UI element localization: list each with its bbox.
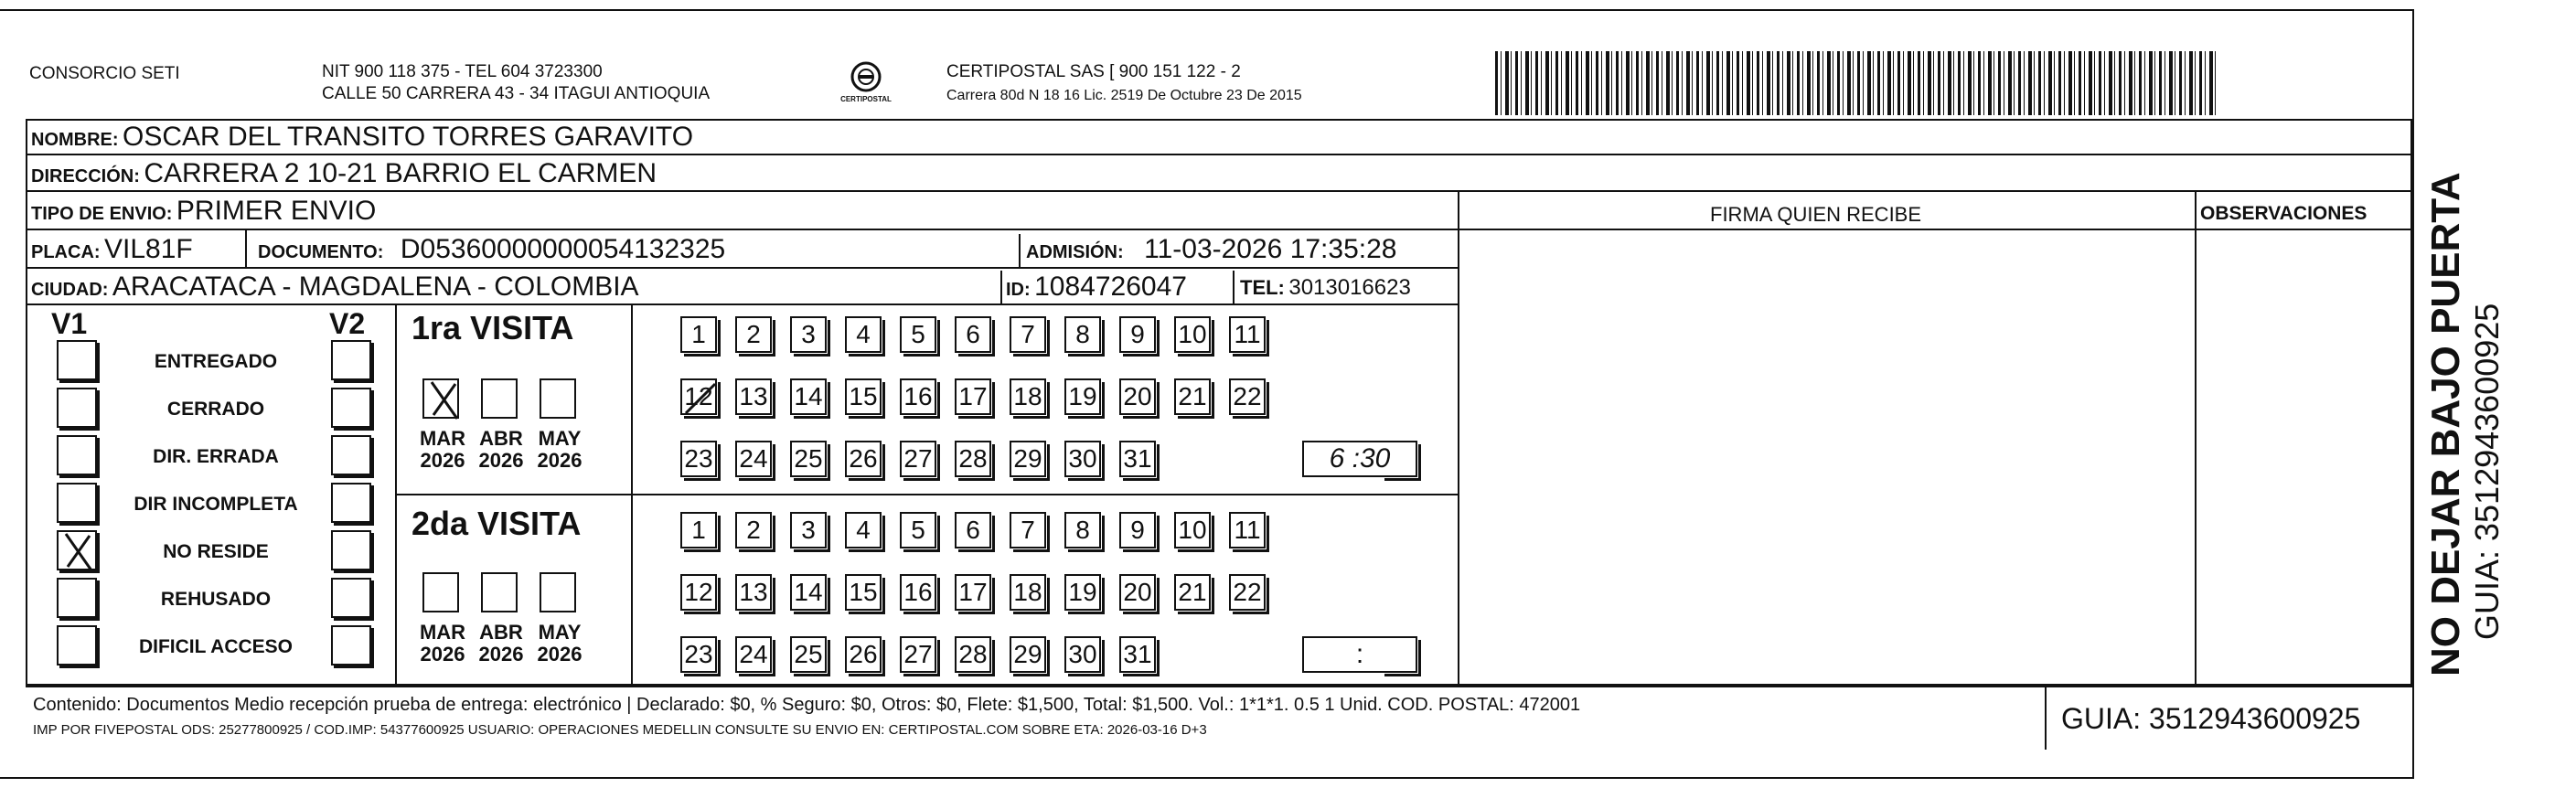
v1-checkbox[interactable] — [57, 435, 97, 475]
day-box[interactable] — [1119, 636, 1156, 673]
day-box[interactable] — [790, 316, 827, 353]
month-checkbox[interactable] — [422, 378, 459, 419]
day-box[interactable] — [790, 378, 827, 415]
day-number: 28 — [958, 444, 988, 473]
visit-divider — [631, 305, 633, 686]
day-number: 14 — [794, 382, 823, 410]
tipo-label: TIPO DE ENVIO: — [31, 204, 173, 224]
v2-checkbox[interactable] — [331, 435, 371, 475]
day-box[interactable] — [1174, 316, 1211, 353]
day-number: 1 — [691, 516, 706, 544]
day-box[interactable] — [845, 512, 882, 548]
day-number: 19 — [1068, 382, 1097, 410]
nombre-field — [31, 122, 693, 153]
day-number: 19 — [1068, 578, 1097, 606]
day-number: 27 — [903, 444, 933, 473]
day-box[interactable] — [900, 378, 936, 415]
documento-value: D05360000000054132325 — [400, 234, 726, 264]
direccion-label: DIRECCIÓN: — [31, 166, 140, 186]
v2-checkbox[interactable] — [331, 483, 371, 523]
status-option-label: CERRADO — [166, 399, 265, 420]
right-edge — [2412, 9, 2414, 779]
day-number: 21 — [1178, 382, 1207, 410]
year-label: 2026 — [537, 643, 583, 666]
day-number: 11 — [1234, 320, 1261, 348]
footer-row — [26, 686, 2412, 687]
day-number: 14 — [794, 578, 823, 606]
status-option-label: DIR INCOMPLETA — [134, 494, 298, 515]
day-box[interactable] — [955, 378, 991, 415]
day-box[interactable] — [955, 441, 991, 477]
status-divider — [395, 305, 397, 686]
certipostal-logo — [834, 57, 898, 112]
observations-divider — [2195, 192, 2197, 686]
day-box[interactable] — [1119, 441, 1156, 477]
first-visit-title: 1ra VISITA — [412, 309, 574, 346]
month-label: ABR — [479, 427, 523, 450]
day-number: 10 — [1178, 320, 1207, 348]
v2-checkbox[interactable] — [331, 388, 371, 428]
day-box[interactable] — [1229, 574, 1266, 611]
day-box[interactable] — [845, 574, 882, 611]
month-checkbox[interactable] — [540, 378, 576, 419]
day-number: 22 — [1233, 382, 1262, 410]
day-number: 30 — [1068, 444, 1097, 473]
year-label: 2026 — [478, 643, 524, 666]
id-field — [1006, 272, 1187, 303]
month-checkbox[interactable] — [481, 378, 518, 419]
day-box[interactable] — [790, 512, 827, 548]
day-box[interactable] — [1064, 636, 1101, 673]
nombre-value: OSCAR DEL TRANSITO TORRES GARAVITO — [123, 122, 694, 152]
day-number: 10 — [1178, 516, 1207, 544]
day-number: 20 — [1123, 382, 1152, 410]
admision-field — [1026, 234, 1396, 265]
v1-checkbox[interactable] — [57, 388, 97, 428]
day-number: 17 — [958, 578, 988, 606]
day-number: 18 — [1013, 382, 1042, 410]
day-box[interactable] — [1064, 574, 1101, 611]
nit-line: NIT 900 118 375 - TEL 604 3723300 — [322, 62, 603, 81]
v2-label: V2 — [329, 307, 366, 340]
day-number: 7 — [1021, 320, 1035, 348]
day-number: 22 — [1233, 578, 1262, 606]
day-box[interactable] — [1119, 512, 1156, 548]
admision-label: ADMISIÓN: — [1026, 242, 1124, 262]
day-number: 13 — [739, 578, 768, 606]
imp-text: IMP POR FIVEPOSTAL ODS: 25277800925 / COD.IMP: 54377600925 USUARIO: OPERACIONES MEDELLIN CONSULTE SU ENVIO EN: CERTIPOSTAL.COM SOBRE ETA: 2026-03-16 D+3 — [33, 722, 1207, 738]
day-number: 31 — [1123, 444, 1152, 473]
tel-value: 3013016623 — [1288, 275, 1411, 300]
day-number: 30 — [1068, 640, 1097, 668]
day-number: 21 — [1178, 578, 1207, 606]
day-box[interactable] — [1229, 316, 1266, 353]
day-number: 16 — [903, 382, 933, 410]
day-number: 7 — [1021, 516, 1035, 544]
v2-checkbox[interactable] — [331, 578, 371, 618]
status-option-label: NO RESIDE — [163, 541, 269, 562]
day-box[interactable] — [1064, 378, 1101, 415]
day-box[interactable] — [680, 316, 717, 353]
month-label: MAR — [419, 427, 466, 450]
day-number: 17 — [958, 382, 988, 410]
logo-text: CERTIPOSTAL — [840, 95, 892, 103]
day-box[interactable] — [1010, 441, 1046, 477]
day-box[interactable] — [1064, 512, 1101, 548]
day-box[interactable] — [900, 316, 936, 353]
certipostal-subline: Carrera 80d N 18 16 Lic. 2519 De Octubre 23 De 2015 — [946, 88, 1302, 103]
day-box[interactable] — [1174, 378, 1211, 415]
v2-checkbox[interactable] — [331, 340, 371, 380]
day-box[interactable] — [1010, 512, 1046, 548]
second-visit-time[interactable]: : — [1302, 636, 1417, 673]
ciudad-field — [31, 272, 639, 303]
day-number: 6 — [966, 320, 980, 348]
day-box[interactable] — [735, 512, 772, 548]
day-box[interactable] — [955, 636, 991, 673]
day-box[interactable] — [845, 441, 882, 477]
day-box[interactable] — [1010, 574, 1046, 611]
barcode — [1495, 51, 2218, 115]
day-box[interactable] — [1064, 441, 1101, 477]
day-number: 29 — [1013, 444, 1042, 473]
day-box[interactable] — [1119, 316, 1156, 353]
year-label: 2026 — [537, 449, 583, 472]
v1-checkbox[interactable] — [57, 625, 97, 666]
day-number: 13 — [739, 382, 768, 410]
v1-checkbox[interactable] — [57, 483, 97, 523]
day-box[interactable] — [1119, 574, 1156, 611]
second-visit-title: 2da VISITA — [412, 505, 582, 542]
status-option-label: DIFICIL ACCESO — [138, 636, 293, 657]
day-number: 12 — [684, 578, 713, 606]
day-box[interactable] — [845, 636, 882, 673]
address-line: CALLE 50 CARRERA 43 - 34 ITAGUI ANTIOQUIA — [322, 84, 711, 103]
day-number: 27 — [903, 640, 933, 668]
day-number: 5 — [911, 516, 925, 544]
status-option-label: ENTREGADO — [154, 351, 278, 372]
day-box[interactable] — [680, 636, 717, 673]
no-dejar-bajo-puerta: NO DEJAR BAJO PUERTA — [2423, 172, 2468, 676]
status-option-label: DIR. ERRADA — [153, 446, 279, 467]
v1-label: V1 — [51, 307, 88, 340]
id-label: ID: — [1006, 280, 1031, 300]
day-box[interactable] — [680, 512, 717, 548]
documento-label: DOCUMENTO: — [258, 242, 384, 262]
day-number: 15 — [849, 578, 878, 606]
nombre-label: NOMBRE: — [31, 130, 119, 150]
year-label: 2026 — [420, 449, 465, 472]
day-number: 24 — [739, 640, 768, 668]
day-number: 20 — [1123, 578, 1152, 606]
admision-divider — [1019, 234, 1021, 269]
year-label: 2026 — [478, 449, 524, 472]
month-checkbox[interactable] — [540, 572, 576, 612]
day-box[interactable] — [1229, 378, 1266, 415]
day-number: 6 — [966, 516, 980, 544]
direccion-value: CARRERA 2 10-21 BARRIO EL CARMEN — [144, 158, 657, 188]
day-box[interactable] — [955, 574, 991, 611]
year-label: 2026 — [420, 643, 465, 666]
day-box[interactable] — [790, 636, 827, 673]
documento-field — [258, 234, 725, 265]
day-box[interactable] — [845, 316, 882, 353]
day-number: 1 — [691, 320, 706, 348]
day-number: 8 — [1075, 516, 1090, 544]
id-value: 1084726047 — [1034, 272, 1187, 302]
day-number: 11 — [1234, 516, 1261, 544]
day-box[interactable] — [900, 636, 936, 673]
day-box[interactable] — [735, 441, 772, 477]
day-number: 29 — [1013, 640, 1042, 668]
day-number: 3 — [801, 516, 816, 544]
day-box[interactable] — [845, 378, 882, 415]
company-name: CONSORCIO SETI — [29, 64, 180, 83]
day-number: 12 — [684, 382, 713, 410]
day-box[interactable] — [735, 636, 772, 673]
check-x-icon — [60, 530, 97, 574]
side-guia: GUIA: 3512943600925 — [2468, 303, 2506, 640]
v1-checkbox[interactable] — [57, 530, 97, 570]
month-label: MAR — [419, 621, 466, 644]
check-x-icon — [426, 378, 463, 422]
day-number: 8 — [1075, 320, 1090, 348]
placa-label: PLACA: — [31, 242, 101, 262]
day-box[interactable] — [735, 574, 772, 611]
day-number: 23 — [684, 640, 713, 668]
day-number: 23 — [684, 444, 713, 473]
v1-checkbox[interactable] — [57, 340, 97, 380]
v2-checkbox[interactable] — [331, 625, 371, 666]
tel-field — [1240, 275, 1411, 301]
first-visit-time[interactable]: 6 :30 — [1302, 441, 1417, 477]
day-number: 2 — [746, 320, 761, 348]
tipo-field — [31, 196, 376, 227]
tipo-row — [26, 192, 2412, 230]
day-box[interactable] — [1010, 378, 1046, 415]
day-number: 9 — [1130, 320, 1145, 348]
day-number: 26 — [849, 640, 878, 668]
day-box[interactable] — [735, 316, 772, 353]
tel-label: TEL: — [1240, 276, 1285, 299]
month-label: MAY — [538, 427, 582, 450]
firma-label: FIRMA QUIEN RECIBE — [1710, 203, 1922, 226]
day-box[interactable] — [955, 512, 991, 548]
footer-guia-divider — [2045, 686, 2047, 750]
day-number: 16 — [903, 578, 933, 606]
day-box[interactable] — [680, 378, 717, 415]
day-box[interactable] — [1119, 378, 1156, 415]
month-label: ABR — [479, 621, 523, 644]
placa-field — [31, 234, 193, 265]
day-box[interactable] — [790, 574, 827, 611]
day-box[interactable] — [1229, 512, 1266, 548]
bottom-divider — [0, 777, 2414, 779]
observaciones-label: OBSERVACIONES — [2200, 203, 2368, 224]
day-strike-icon — [682, 380, 719, 417]
day-box[interactable] — [735, 378, 772, 415]
day-number: 26 — [849, 444, 878, 473]
contenido-text: Contenido: Documentos Medio recepción prueba de entrega: electrónico | Declarado: $0, % Seguro: $0, Otros: $0, Flete: $1,500, Total: $1,500. Vol.: 1*1*1. 0.5 1 Unid. COD. POSTAL: 472001 — [33, 695, 1581, 715]
ciudad-label: CIUDAD: — [31, 280, 109, 300]
day-box[interactable] — [1064, 316, 1101, 353]
day-number: 18 — [1013, 578, 1042, 606]
day-box[interactable] — [900, 512, 936, 548]
v2-checkbox[interactable] — [331, 530, 371, 570]
day-number: 2 — [746, 516, 761, 544]
day-number: 24 — [739, 444, 768, 473]
day-box[interactable] — [680, 441, 717, 477]
tel-divider — [1233, 271, 1235, 305]
top-divider — [0, 9, 2414, 11]
day-number: 31 — [1123, 640, 1152, 668]
day-box[interactable] — [680, 574, 717, 611]
day-box[interactable] — [1174, 512, 1211, 548]
footer-guia: GUIA: 3512943600925 — [2061, 702, 2361, 735]
day-box[interactable] — [900, 574, 936, 611]
day-number: 28 — [958, 640, 988, 668]
ciudad-value: ARACATACA - MAGDALENA - COLOMBIA — [112, 272, 639, 302]
admision-value: 11-03-2026 17:35:28 — [1144, 234, 1397, 264]
tipo-value: PRIMER ENVIO — [176, 196, 377, 226]
month-label: MAY — [538, 621, 582, 644]
day-number: 5 — [911, 320, 925, 348]
id-divider — [1000, 271, 1002, 305]
month-checkbox[interactable] — [481, 572, 518, 612]
day-box[interactable] — [1174, 574, 1211, 611]
day-number: 4 — [856, 320, 871, 348]
status-option-label: REHUSADO — [160, 589, 272, 610]
certipostal-line: CERTIPOSTAL SAS [ 900 151 122 - 2 — [946, 62, 1241, 81]
day-box[interactable] — [790, 441, 827, 477]
day-box[interactable] — [955, 316, 991, 353]
placa-value: VIL81F — [104, 234, 193, 264]
day-number: 4 — [856, 516, 871, 544]
side-vertical — [2423, 165, 2533, 676]
day-number: 25 — [794, 444, 823, 473]
day-number: 3 — [801, 320, 816, 348]
day-number: 25 — [794, 640, 823, 668]
month-checkbox[interactable] — [422, 572, 459, 612]
direccion-field — [31, 158, 657, 189]
day-number: 9 — [1130, 516, 1145, 544]
v1-checkbox[interactable] — [57, 578, 97, 618]
day-box[interactable] — [1010, 636, 1046, 673]
day-number: 15 — [849, 382, 878, 410]
placa-divider — [245, 230, 247, 269]
day-box[interactable] — [1010, 316, 1046, 353]
day-box[interactable] — [900, 441, 936, 477]
visit-row-divider — [395, 494, 1459, 495]
